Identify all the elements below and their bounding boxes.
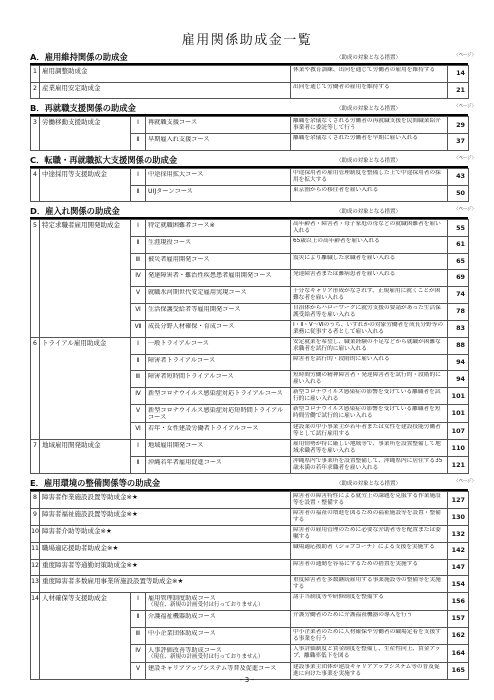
page-number: 61 [448, 237, 469, 254]
course-note: （現在、新規の計画受付は行っておりません） [148, 602, 264, 608]
course-numeral: Ⅳ [131, 644, 146, 662]
page-number: 88 [448, 337, 469, 354]
course-numeral: Ⅰ [131, 220, 146, 237]
page-footer-number: - 3 - [240, 676, 254, 684]
page-number: 65 [448, 253, 469, 270]
measure-cell [291, 526, 448, 543]
course-note: （現在、新規の計画受付は行っておりません） [148, 653, 264, 660]
measure-cell [291, 354, 448, 371]
measure-text: 東京圏からの移住者を雇い入れる [293, 186, 379, 193]
course-numeral: Ⅶ [131, 320, 146, 337]
measure-cell [291, 66, 448, 83]
measure-cell [291, 576, 448, 593]
program-row [31, 526, 469, 543]
section-table [30, 219, 469, 474]
measure-cell [291, 303, 448, 320]
measure-text: 人事評価制度と賃金制度を整備し、生産性向上、賃金アップ、離職率低下を図る [293, 645, 441, 659]
course-name: 新型コロナウイルス感染症対応トライアルコース [148, 390, 283, 397]
measure-cell [291, 559, 448, 576]
course-name-cell [146, 185, 291, 202]
page-number: 83 [448, 320, 469, 337]
course-name: 中途採用拡大コース [148, 170, 204, 178]
course-name: 障害者トライアルコース [148, 356, 216, 364]
subsidy-list [30, 52, 476, 680]
course-numeral: Ⅲ [131, 627, 146, 644]
course-name-cell [146, 286, 291, 303]
measure-text: 職場適応援助者（ジョブコーチ）による支援を実施する [293, 544, 435, 550]
course-name-cell [146, 627, 291, 644]
course-name: 沖縄若年者雇用促進コース [148, 459, 222, 466]
measure-cell [291, 423, 448, 440]
course-numeral: Ⅴ [131, 405, 146, 423]
page-number: 165 [448, 662, 469, 679]
measure-cell [291, 509, 448, 526]
course-name: 成長分野人材確保・育成コース [148, 322, 235, 330]
measure-text: 休業や教育訓練、出向を通じて労働者の雇用を維持する [293, 67, 436, 73]
course-row [31, 117, 469, 134]
measure-text: 沖縄県内で事業所を設置整備して、沖縄県内に居住する35歳未満の若年求職者を雇い入れる [293, 458, 443, 471]
course-name: 人事評価改善等助成コース [148, 646, 222, 654]
measure-cell [291, 82, 448, 99]
course-numeral: Ⅰ [131, 168, 146, 185]
course-name: 就職氷河期世代安定雇用実現コース [148, 288, 247, 296]
measure-text: 短時間労働の精神障害者・発達障害者を試行的・段階的に雇い入れる [293, 372, 441, 385]
section-table [30, 65, 469, 99]
measure-text: 出向を通じて労働者の雇用を維持する [293, 83, 390, 90]
page-number: 142 [448, 543, 469, 560]
section-title: E．雇用環境の整備関係等の助成金 [30, 478, 161, 488]
measure-cell [291, 457, 448, 474]
program-name: 重度障害者多数雇用事業所施設設置等助成金※★ [40, 576, 291, 593]
measure-cell [291, 286, 448, 303]
measure-text: 障害者の障害特性による就労上の課題を克服する作業施設等を設置・整備する [293, 493, 441, 506]
section-b [30, 103, 476, 151]
measure-cell [291, 220, 448, 237]
measure-text: 諸手当制度等や研修制度を整備する [293, 594, 384, 600]
page-number: 154 [448, 576, 469, 593]
section-title: C．転職・再就職拡大支援関係の助成金 [30, 154, 178, 165]
measure-text: 建設事業主団体が建設キャリアアップシステム等の普及促進に向けた事業を実施する [293, 663, 440, 677]
program-number: 5 [31, 220, 40, 338]
page-number: 78 [448, 303, 469, 320]
section-header [30, 478, 476, 491]
section-c [30, 154, 476, 203]
course-name-cell [146, 611, 291, 628]
measure-text: 障害者を試行的・段階的に雇い入れる [293, 355, 390, 362]
measure-column-header: 〈助成の対象となる措置〉 [336, 106, 401, 112]
program-number: 7 [31, 440, 40, 474]
course-name-cell [146, 220, 291, 237]
course-name-cell [146, 337, 291, 354]
program-number: 2 [31, 82, 40, 99]
section-header [30, 154, 476, 168]
measure-text: 新型コロナウイルス感染症の影響を受けている離職者を短時間労働で試行的に雇い入れる [293, 406, 441, 419]
program-name: 重度障害者等通勤対策助成金※★ [40, 559, 291, 576]
program-name: トライアル雇用助成金 [40, 337, 131, 440]
page-number: 43 [448, 168, 469, 185]
measure-cell [291, 337, 448, 354]
course-name-cell [146, 253, 291, 270]
measure-text: 離職を余儀なくされた労働者を早期に雇い入れる [293, 135, 419, 141]
measure-text: 障害者の福祉の増進を図るための福祉施設等を設置・整備する [293, 510, 441, 523]
program-name: 中途採用等支援助成金 [40, 168, 131, 202]
program-number: 1 [31, 66, 40, 83]
program-number: 12 [31, 559, 40, 576]
measure-cell [291, 371, 448, 388]
page-number: 132 [448, 526, 469, 543]
course-numeral: Ⅲ [131, 253, 146, 270]
course-numeral: Ⅳ [131, 388, 146, 405]
course-name: 発達障害者・難治性疾患患者雇用開発コース [148, 272, 272, 279]
measure-text: 雇用情勢が特に厳しい地域等で、事業所を設置整備して地域求職者等を雇い入れる [293, 441, 441, 454]
section-table [30, 116, 469, 151]
course-name: 介護福祉機器助成コース [148, 613, 216, 620]
program-name: 地域雇用開発助成金 [40, 440, 131, 474]
measure-column-header: 〈助成の対象となる措置〉 [336, 157, 401, 164]
page-number: 94 [448, 354, 469, 371]
page-number: 74 [448, 286, 469, 303]
page-number: 37 [448, 134, 469, 151]
course-name-cell [146, 371, 291, 388]
measure-cell [291, 492, 448, 509]
course-numeral: Ⅴ [131, 286, 146, 303]
program-name: 障害者作業施設設置等助成金※★ [40, 492, 291, 509]
measure-column-header: 〈助成の対象となる措置〉 [336, 481, 401, 487]
page-number: 110 [448, 440, 469, 457]
course-name-cell [146, 270, 291, 287]
page-number: 127 [448, 492, 469, 509]
measure-column-header: 〈助成の対象となる措置〉 [336, 55, 401, 61]
page-number: 29 [448, 117, 469, 134]
measure-text: 障害者の雇用管理のために必要な介助者等を配置または委嘱する [293, 527, 441, 540]
section-a [30, 52, 476, 99]
page-number: 121 [448, 457, 469, 474]
page-column-header: 〈ページ〉 [454, 155, 476, 161]
measure-cell [291, 611, 448, 628]
course-numeral: Ⅰ [131, 337, 146, 354]
page-number: 69 [448, 270, 469, 287]
course-name-cell [146, 440, 291, 457]
page-column-header: 〈ページ〉 [454, 479, 476, 484]
section-header [30, 52, 476, 65]
page-title: 雇用関係助成金一覧 [181, 33, 313, 48]
measure-cell [291, 320, 448, 337]
program-name: 障害者介助等助成金※★ [40, 526, 291, 543]
program-row [31, 82, 469, 99]
course-name-cell [146, 303, 291, 320]
course-name-cell [146, 405, 291, 423]
page-column-header: 〈ページ〉 [454, 207, 476, 212]
course-name: 中小企業団体助成コース [148, 629, 216, 637]
program-number: 9 [31, 509, 40, 526]
measure-text: Ⅰ・Ⅱ・Ⅴ～Ⅵのうち、いずれかの対象労働者を成長分野等の業務に従事する者として雇い入れる [293, 321, 444, 335]
course-name: 建設キャリアアップシステム等普及促進コース [148, 664, 277, 672]
course-name: 再就職支援コース [148, 119, 198, 126]
course-numeral: Ⅵ [131, 423, 146, 440]
page-number: 14 [448, 66, 469, 83]
course-row [31, 440, 469, 457]
page-number: 101 [448, 388, 469, 405]
course-name-cell [146, 423, 291, 440]
program-name: 雇用調整助成金 [40, 66, 291, 83]
program-row [31, 509, 469, 526]
course-name: 新型コロナウイルス感染症対応短時間トライアルコース [148, 407, 284, 421]
measure-text: 建設業の中小事業主が若年者または女性を建設技能労働者等として試行雇用する [293, 424, 441, 437]
measure-text: 中途採用者の雇用管理制度を整備した上で中途採用者の採用を拡大する [293, 169, 441, 183]
measure-cell [291, 237, 448, 254]
measure-cell [291, 543, 448, 560]
measure-cell [291, 134, 448, 151]
measure-text: 高年齢者・障害者・母子家庭の母などの就職困難者を雇い入れる [293, 221, 441, 234]
program-number: 4 [31, 168, 40, 202]
program-name: 職場適応援助者助成金※★ [40, 543, 291, 560]
page-number: 94 [448, 371, 469, 388]
course-row [31, 593, 469, 611]
program-name: 産業雇用安定助成金 [40, 82, 291, 99]
page-number: 162 [448, 627, 469, 644]
course-name-cell [146, 168, 291, 185]
program-number: 13 [31, 576, 40, 593]
page-number: 107 [448, 423, 469, 440]
measure-cell [291, 405, 448, 423]
course-name-cell [146, 237, 291, 254]
course-name: 地域雇用開発コース [148, 442, 204, 449]
program-row [31, 543, 469, 560]
measure-cell [291, 440, 448, 457]
section-title: B．再就職支援関係の助成金 [30, 103, 136, 113]
course-name: 生活保護受給者等雇用開発コース [148, 305, 241, 313]
page-column-header: 〈ページ〉 [454, 104, 476, 109]
course-numeral: Ⅱ [131, 237, 146, 254]
program-name: 人材確保等支援助成金 [40, 593, 131, 680]
course-name: 早期雇入れ支援コース [148, 136, 210, 143]
course-row [31, 220, 469, 237]
page-number: 130 [448, 509, 469, 526]
course-name-cell [146, 134, 291, 151]
course-name: UIJターンコース [148, 187, 193, 195]
course-numeral: Ⅳ [131, 270, 146, 287]
course-name-block [148, 647, 288, 661]
course-name-cell [146, 457, 291, 474]
course-name-cell [146, 644, 291, 662]
page-number: 164 [448, 644, 469, 662]
measure-text: 発達障害者または難病患者を雇い入れる [293, 271, 396, 277]
section-e [30, 478, 476, 680]
course-numeral: Ⅱ [131, 185, 146, 202]
course-numeral: Ⅵ [131, 303, 146, 320]
program-row [31, 576, 469, 593]
course-numeral: Ⅱ [131, 611, 146, 628]
measure-text: 障害者の通勤を容易にするための措置を実施する [293, 560, 419, 567]
measure-text: 介護労働者のために介護福祉機器の導入を行う [293, 612, 413, 618]
course-name-cell [146, 117, 291, 134]
course-row [31, 337, 469, 354]
measure-cell [291, 593, 448, 611]
course-name: 特定就職困難者コース※ [148, 222, 215, 229]
program-number: 6 [31, 337, 40, 440]
course-numeral: Ⅰ [131, 117, 146, 134]
course-numeral: Ⅱ [131, 457, 146, 474]
measure-text: 離職を余儀なくされる労働者の再就職支援を民間職業紹介事業者に委託等して行う [293, 118, 441, 131]
program-number: 3 [31, 117, 40, 151]
course-name: 若年・女性建設労働者トライアルコース [148, 425, 259, 432]
section-title: A．雇用維持関係の助成金 [30, 52, 128, 62]
program-row [31, 66, 469, 83]
course-numeral: Ⅱ [131, 134, 146, 151]
measure-cell [291, 627, 448, 644]
course-name-cell [146, 388, 291, 405]
course-numeral: Ⅱ [131, 354, 146, 371]
section-header [30, 103, 476, 116]
program-row [31, 492, 469, 509]
measure-text: 中小企業者のために人材確保や労働者の職場定着を支援する事業を行う [293, 628, 441, 642]
program-name: 労働移動支援助成金 [40, 117, 131, 151]
page-number: 157 [448, 611, 469, 628]
measure-text: 新型コロナウイルス感染症の影響を受けている離職者を試行的に雇い入れる [293, 389, 441, 402]
measure-text: 安定就業を希望し、職業経験の不足などから就職が困難な求職者を試行的に雇い入れる [293, 338, 441, 352]
measure-text: 65歳以上の高年齢者を雇い入れる [293, 238, 380, 244]
measure-cell [291, 185, 448, 202]
course-name: 被災者雇用開発コース [148, 255, 210, 263]
course-row [31, 168, 469, 185]
section-table [30, 491, 469, 680]
measure-text: 自治体からハローワークに就労支援の要請があった生活保護受給者等を雇い入れる [293, 304, 441, 318]
measure-cell [291, 644, 448, 662]
page-number: 50 [448, 185, 469, 202]
course-numeral: Ⅰ [131, 593, 146, 611]
page-column-header: 〈ページ〉 [454, 53, 476, 58]
page-number: 55 [448, 220, 469, 237]
measure-cell [291, 168, 448, 185]
course-name-cell [146, 593, 291, 611]
program-number: 8 [31, 492, 40, 509]
page-number: 101 [448, 405, 469, 423]
measure-text: 重度障害者を多数継続雇用する事業施設等の整備等を実施する [293, 577, 441, 590]
course-name: 生涯現役コース [148, 239, 192, 246]
course-name: 障害者短時間トライアルコース [148, 373, 234, 380]
program-name: 特定求職者雇用開発助成金 [40, 220, 131, 338]
section-d [30, 206, 476, 474]
course-name: 雇用管理制度助成コース [148, 595, 216, 602]
course-name-block [148, 595, 288, 609]
measure-cell [291, 117, 448, 134]
course-name-cell [146, 354, 291, 371]
course-numeral: Ⅰ [131, 440, 146, 457]
program-name: 障害者福祉施設設置等助成金※★ [40, 509, 291, 526]
measure-text: 震災により離職した求職者を雇い入れる [293, 254, 396, 261]
program-number: 14 [31, 593, 40, 680]
page-number: 156 [448, 593, 469, 611]
measure-cell [291, 270, 448, 287]
section-header [30, 206, 476, 219]
course-numeral: Ⅴ [131, 662, 146, 679]
measure-column-header: 〈助成の対象となる措置〉 [336, 209, 401, 215]
section-title: D．雇入れ関係の助成金 [30, 206, 120, 216]
page-number: 147 [448, 559, 469, 576]
measure-cell [291, 388, 448, 405]
course-name: 一般トライアルコース [148, 339, 209, 347]
measure-cell [291, 253, 448, 270]
course-name-cell [146, 320, 291, 337]
program-number: 10 [31, 526, 40, 543]
measure-text: 十分なキャリア形成がなされず、正規雇用に就くことが困難な者を雇い入れる [293, 287, 441, 301]
program-number: 11 [31, 543, 40, 560]
course-numeral: Ⅲ [131, 371, 146, 388]
section-table [30, 168, 469, 203]
page-number: 21 [448, 82, 469, 99]
program-row [31, 559, 469, 576]
